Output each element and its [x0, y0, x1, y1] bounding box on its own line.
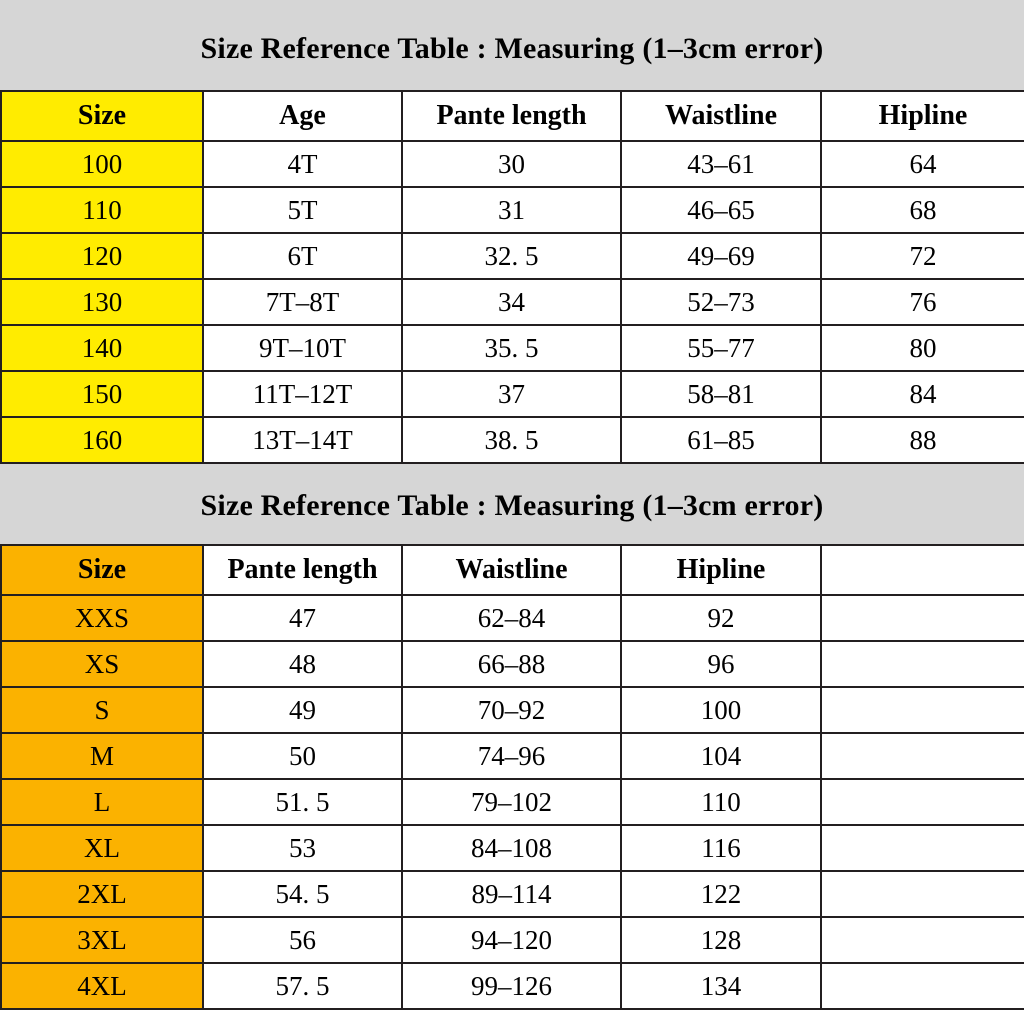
- cell-waistline: 94–120: [402, 917, 621, 963]
- kids-size-table: [0, 90, 1024, 464]
- table2-header-waistline: Waistline: [402, 545, 621, 595]
- cell-empty: [821, 779, 1024, 825]
- cell-empty: [821, 733, 1024, 779]
- cell-size: 3XL: [1, 917, 203, 963]
- cell-waistline: 52–73: [621, 279, 821, 325]
- cell-hipline: 100: [621, 687, 821, 733]
- cell-age: 11T–12T: [203, 371, 402, 417]
- cell-empty: [821, 595, 1024, 641]
- cell-waistline: 89–114: [402, 871, 621, 917]
- table-row: [1, 687, 1024, 733]
- table-row: [1, 187, 1024, 233]
- table-row: [1, 641, 1024, 687]
- cell-size: 120: [1, 233, 203, 279]
- cell-hipline: 88: [821, 417, 1024, 463]
- cell-pante-length: 38. 5: [402, 417, 621, 463]
- cell-pante-length: 54. 5: [203, 871, 402, 917]
- table-row: [1, 325, 1024, 371]
- cell-pante-length: 31: [402, 187, 621, 233]
- cell-size: 160: [1, 417, 203, 463]
- cell-age: 9T–10T: [203, 325, 402, 371]
- table1-header-age: Age: [203, 91, 402, 141]
- cell-hipline: 80: [821, 325, 1024, 371]
- cell-size: M: [1, 733, 203, 779]
- cell-size: 4XL: [1, 963, 203, 1009]
- cell-hipline: 96: [621, 641, 821, 687]
- cell-size: XL: [1, 825, 203, 871]
- cell-pante-length: 49: [203, 687, 402, 733]
- table-row: [1, 545, 1024, 595]
- cell-hipline: 72: [821, 233, 1024, 279]
- cell-hipline: 122: [621, 871, 821, 917]
- cell-age: 13T–14T: [203, 417, 402, 463]
- cell-waistline: 74–96: [402, 733, 621, 779]
- cell-hipline: 64: [821, 141, 1024, 187]
- table1-header-size: Size: [1, 91, 203, 141]
- cell-pante-length: 51. 5: [203, 779, 402, 825]
- cell-pante-length: 32. 5: [402, 233, 621, 279]
- cell-size: S: [1, 687, 203, 733]
- cell-waistline: 61–85: [621, 417, 821, 463]
- cell-waistline: 43–61: [621, 141, 821, 187]
- table-row: [1, 963, 1024, 1009]
- cell-size: 110: [1, 187, 203, 233]
- cell-waistline: 79–102: [402, 779, 621, 825]
- cell-size: 2XL: [1, 871, 203, 917]
- table1-header-pante-length: Pante length: [402, 91, 621, 141]
- cell-pante-length: 57. 5: [203, 963, 402, 1009]
- cell-waistline: 55–77: [621, 325, 821, 371]
- cell-hipline: 128: [621, 917, 821, 963]
- cell-empty: [821, 687, 1024, 733]
- cell-pante-length: 35. 5: [402, 325, 621, 371]
- cell-size: XXS: [1, 595, 203, 641]
- table-row: [1, 825, 1024, 871]
- cell-waistline: 58–81: [621, 371, 821, 417]
- table-row: [1, 917, 1024, 963]
- cell-pante-length: 37: [402, 371, 621, 417]
- table-row: [1, 871, 1024, 917]
- table2-header-hipline: Hipline: [621, 545, 821, 595]
- cell-waistline: 84–108: [402, 825, 621, 871]
- table-row: [1, 417, 1024, 463]
- cell-pante-length: 47: [203, 595, 402, 641]
- cell-age: 6T: [203, 233, 402, 279]
- table-row: [1, 371, 1024, 417]
- cell-waistline: 46–65: [621, 187, 821, 233]
- cell-empty: [821, 917, 1024, 963]
- cell-age: 5T: [203, 187, 402, 233]
- cell-waistline: 62–84: [402, 595, 621, 641]
- table2-header-empty: [821, 545, 1024, 595]
- cell-pante-length: 48: [203, 641, 402, 687]
- cell-empty: [821, 825, 1024, 871]
- cell-waistline: 70–92: [402, 687, 621, 733]
- cell-empty: [821, 641, 1024, 687]
- cell-waistline: 99–126: [402, 963, 621, 1009]
- table1-caption: Size Reference Table : Measuring (1–3cm error): [0, 0, 1024, 90]
- cell-hipline: 134: [621, 963, 821, 1009]
- cell-age: 7T–8T: [203, 279, 402, 325]
- table-row: [1, 595, 1024, 641]
- table-row: [1, 141, 1024, 187]
- adult-size-table: [0, 544, 1024, 1010]
- cell-hipline: 116: [621, 825, 821, 871]
- cell-hipline: 68: [821, 187, 1024, 233]
- cell-hipline: 110: [621, 779, 821, 825]
- table-row: [1, 91, 1024, 141]
- table1-header-waistline: Waistline: [621, 91, 821, 141]
- cell-size: 130: [1, 279, 203, 325]
- cell-pante-length: 30: [402, 141, 621, 187]
- cell-size: 140: [1, 325, 203, 371]
- table-row: [1, 233, 1024, 279]
- table1-header: [1, 91, 1024, 141]
- cell-size: XS: [1, 641, 203, 687]
- cell-hipline: 104: [621, 733, 821, 779]
- table-row: [1, 279, 1024, 325]
- table-row: [1, 733, 1024, 779]
- table1-body: [1, 141, 1024, 463]
- cell-pante-length: 34: [402, 279, 621, 325]
- cell-size: 150: [1, 371, 203, 417]
- table1-header-hipline: Hipline: [821, 91, 1024, 141]
- cell-size: L: [1, 779, 203, 825]
- cell-age: 4T: [203, 141, 402, 187]
- table2-header: [1, 545, 1024, 595]
- cell-empty: [821, 871, 1024, 917]
- table2-body: [1, 595, 1024, 1009]
- cell-pante-length: 50: [203, 733, 402, 779]
- cell-pante-length: 53: [203, 825, 402, 871]
- table-row: [1, 779, 1024, 825]
- table2-caption: Size Reference Table : Measuring (1–3cm error): [0, 464, 1024, 544]
- cell-hipline: 76: [821, 279, 1024, 325]
- cell-hipline: 92: [621, 595, 821, 641]
- cell-hipline: 84: [821, 371, 1024, 417]
- cell-waistline: 66–88: [402, 641, 621, 687]
- cell-size: 100: [1, 141, 203, 187]
- table2-header-pante-length: Pante length: [203, 545, 402, 595]
- table2-header-size: Size: [1, 545, 203, 595]
- cell-empty: [821, 963, 1024, 1009]
- cell-waistline: 49–69: [621, 233, 821, 279]
- cell-pante-length: 56: [203, 917, 402, 963]
